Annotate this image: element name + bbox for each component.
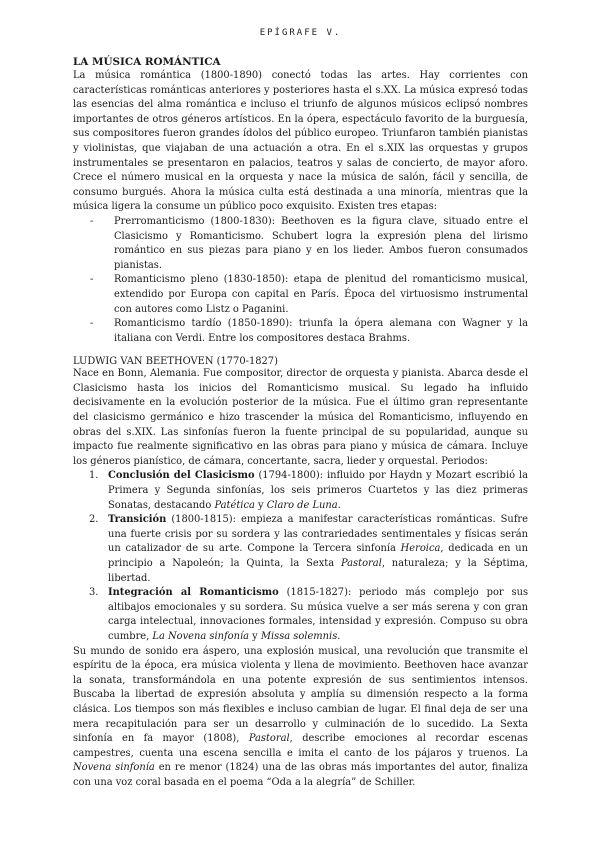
period-title: Transición xyxy=(108,514,167,526)
work-title: Claro de Luna xyxy=(266,499,338,511)
periods-list xyxy=(73,469,528,644)
period-text: : periodo más complejo por sus altibajos emocionales y su sordera. Su música vuelve a ser más serena y con gran carga intelectual, innovaciones formales, intensidad y expresión. Compuso su obra cumbre, xyxy=(108,587,529,642)
dash-bullet: - xyxy=(90,215,94,227)
period-text: : empieza a manifestar características románticas. Sufre una fuerte crisis por su sordera y las contrariedades sentimentales y físicas serán un catalizador de su arte. Compone la Tercera sinfonía xyxy=(108,514,528,555)
period-title: Integración al Romanticismo xyxy=(108,587,279,599)
section-title: LA MÚSICA ROMÁNTICA xyxy=(73,56,221,68)
work-title: Missa solemnis xyxy=(260,630,338,642)
list-item xyxy=(73,469,528,513)
list-item xyxy=(73,513,528,586)
closing-text: , describe emociones al recordar escenas campestres, cuenta una escena sencilla e imita el canto de los pájaros y truenos. La xyxy=(73,733,528,759)
beethoven-heading: LUDWIG VAN BEETHOVEN (1770-1827) xyxy=(73,356,278,368)
stage-text: Romanticismo pleno (1830-1850): etapa de plenitud del romanticismo musical, extendido por Europa con capital en París. Época del virtuosismo instrumental con autores como Listz o Paganini. xyxy=(114,274,528,315)
connector-text: , dedicada en un principio a Napoleón; la Quinta, la Sexta xyxy=(108,543,528,569)
period-end: , naturaleza; y la Séptima, libertad. xyxy=(108,558,528,584)
list-number: 2. xyxy=(89,514,99,526)
period-dates: (1800-1815) xyxy=(166,514,233,526)
list-item xyxy=(73,586,528,644)
connector-text: y xyxy=(249,630,261,642)
work-title: Novena sinfonía xyxy=(73,762,155,774)
closing-paragraph xyxy=(73,645,528,791)
connector-text: y xyxy=(254,499,267,511)
dash-bullet: - xyxy=(90,318,94,330)
work-title: Pastoral xyxy=(248,733,290,745)
list-item xyxy=(73,317,528,346)
list-item xyxy=(73,215,528,273)
beethoven-intro: Nace en Bonn, Alemania. Fue compositor, director de orquesta y pianista. Abarca desde el Clasicismo hasta los inicios del Romanticismo musical. Su legado ha influido decisivamente en la evolución posterior de la música. Fue el último gran representante del clasicismo germánico e hizo trascender la música del Romanticismo, influyendo en obras del s.XIX. Las sinfonías fueron la fuente principal de su popularidad, aunque su impacto fue realmente significativo en las obras para piano y música de cámara. Incluye los géneros pianístico, de cámara, concertante, sacra, lieder y orquestal. Periodos: xyxy=(73,368,528,467)
stages-list xyxy=(73,215,528,346)
period-title: Conclusión del Clasicismo xyxy=(108,470,255,482)
period-text: : influido por Haydn y Mozart escribió la Primera y Segunda sinfonías, los seis primeros Cuartetos y las diez primeras Sonatas, destacando xyxy=(108,470,528,511)
intro-paragraph: La música romántica (1800-1890) conectó todas las artes. Hay corrientes con características románticas anteriores y posteriores hasta el s.XX. La música expresó todas las esencias del alma romántica e incluso el triunfo de algunos músicos eclipsó nombres importantes de otros géneros artísticos. En la ópera, espectáculo favorito de la burguesía, sus compositores fueron grandes ídolos del público europeo. Triunfaron también pianistas y violinistas, que viajaban de una actuación a otra. En el s.XIX las orquestas y grupos instrumentales se presentaron en palacios, teatros y salas de concierto, de mayor aforo. Crece el número musical en la orquesta y nace la música de salón, fácil y sencilla, de consumo burgués. Ahora la música culta está destinada a una minoría, mientras que la música ligera la consume un público poco exquisito. Existen tres etapas: xyxy=(73,70,528,213)
work-title: Pastoral xyxy=(340,558,382,569)
page-header: EPÍGRAFE V. xyxy=(259,28,342,38)
closing-text: en re menor (1824) una de las obras más importantes del autor, finaliza con una voz coral basada en el poema “Oda a la alegría” de Schiller. xyxy=(73,762,528,788)
closing-text: Su mundo de sonido era áspero, una explosión musical, una revolución que transmite el espíritu de la época, era música violenta y llena de movimiento. Beethoven hace avanzar la sonata, transformándola en una potente expresión de sus sentimientos intensos. Buscaba la libertad de expresión absoluta y amplía su dimensión respecto a la forma clásica. Los tiempos son más flexibles e incluso cambian de lugar. El final deja de ser una mera recapitulación para ser un desarrollo y culminación de lo sucedido. La Sexta sinfonía en fa mayor (1808), xyxy=(73,645,528,745)
period-dates: (1794-1800) xyxy=(254,470,320,482)
work-title: Patética xyxy=(214,499,255,511)
stage-text: Romanticismo tardío (1850-1890): triunfa la ópera alemana con Wagner y la italiana con Verdi. Entre los compositores destaca Brahms. xyxy=(114,318,528,344)
dash-bullet: - xyxy=(90,274,94,286)
stage-text: Prerromanticismo (1800-1830): Beethoven es la figura clave, situado entre el Clasicismo y Romanticismo. Schubert logra la expresión plena del lirismo romántico en sus piezas para piano y en los lieder. Ambos fueron consumados pianistas. xyxy=(114,215,528,271)
work-title: Heroica xyxy=(400,543,441,555)
period-end: . xyxy=(337,630,341,642)
period-dates: (1815-1827) xyxy=(278,587,348,599)
list-item xyxy=(73,273,528,317)
list-number: 3. xyxy=(89,587,99,599)
work-title: La Novena sinfonía xyxy=(152,630,249,642)
list-number: 1. xyxy=(89,470,99,482)
period-end: . xyxy=(337,499,341,511)
